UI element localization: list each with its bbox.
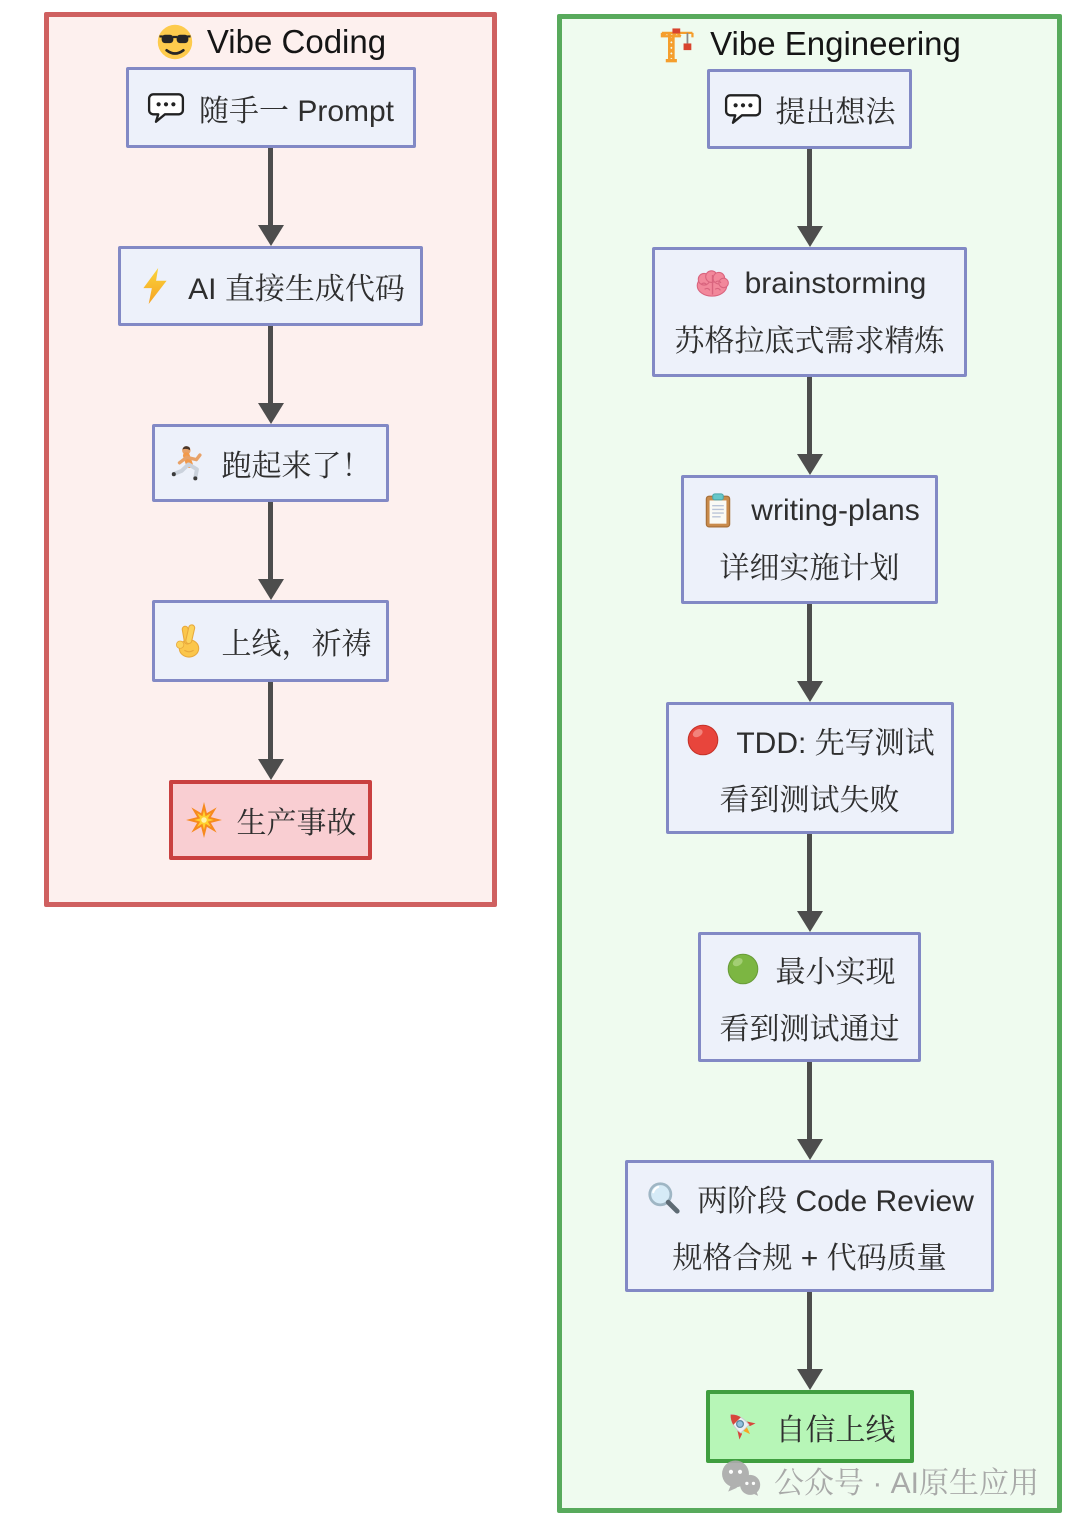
node-writing-plans <box>681 475 938 604</box>
flow-arrow <box>258 326 284 424</box>
arrowhead-icon <box>258 759 284 780</box>
clipboard-icon <box>699 492 737 530</box>
brain-icon <box>693 265 731 303</box>
node-sublabel: 苏格拉底式需求精炼 <box>674 324 945 358</box>
flow-arrow <box>797 1292 823 1390</box>
vibe-engineering-title <box>658 23 961 65</box>
red-circle-icon <box>684 721 722 759</box>
construction-crane-icon <box>658 24 698 64</box>
flow-arrow <box>258 682 284 780</box>
watermark-text: 公众号 · AI原生应用 <box>774 1467 1040 1500</box>
node-sublabel: 详细实施计划 <box>719 552 900 585</box>
sunglasses-face-icon <box>155 22 195 62</box>
node-tdd-write-tests <box>666 702 954 834</box>
node-label: 自信上线 <box>775 1413 896 1447</box>
arrowhead-icon <box>797 911 823 932</box>
node-label: 随手一 Prompt <box>198 94 395 128</box>
node-sublabel: 规格合规 + 代码质量 <box>672 1241 947 1275</box>
node-ai-generates-code <box>118 246 423 326</box>
node-confident-launch <box>706 1390 914 1463</box>
node-brainstorming <box>652 247 967 377</box>
vibe-coding-title <box>155 21 386 63</box>
node-label: 提出想法 <box>775 96 896 129</box>
node-two-stage-code-review <box>625 1160 994 1292</box>
node-production-incident <box>169 780 372 860</box>
vibe-engineering-panel <box>557 14 1062 1513</box>
node-label: TDD: 先写测试 <box>736 726 935 760</box>
node-label: 生产事故 <box>236 807 357 840</box>
magnifier-icon <box>645 1179 683 1217</box>
crossed-fingers-icon <box>170 622 208 660</box>
arrowhead-icon <box>797 454 823 475</box>
node-label: 上线，祈祷 <box>221 628 372 661</box>
vibe-coding-panel <box>44 12 497 907</box>
green-circle-icon <box>724 950 762 988</box>
collision-icon <box>185 801 223 839</box>
node-ship-and-pray <box>152 600 389 682</box>
node-label: AI 直接生成代码 <box>188 273 405 306</box>
watermark <box>718 1458 1039 1502</box>
speech-balloon-icon <box>147 89 185 127</box>
flow-arrow <box>797 604 823 702</box>
node-sublabel: 看到测试通过 <box>719 1012 900 1046</box>
arrowhead-icon <box>797 1369 823 1390</box>
node-propose-idea <box>707 69 912 149</box>
lightning-icon <box>136 267 174 305</box>
node-label: writing-plans <box>751 494 920 527</box>
flow-arrow <box>797 1062 823 1160</box>
arrowhead-icon <box>258 225 284 246</box>
arrowhead-icon <box>797 681 823 702</box>
node-label: brainstorming <box>744 266 927 300</box>
panel-title-text: Vibe Engineering <box>710 25 961 62</box>
flow-arrow <box>258 502 284 600</box>
panel-title-text: Vibe Coding <box>206 23 387 60</box>
arrowhead-icon <box>797 226 823 247</box>
node-sublabel: 看到测试失败 <box>719 783 900 817</box>
speech-balloon-icon <box>724 90 762 128</box>
arrowhead-icon <box>258 579 284 600</box>
runner-icon <box>170 444 208 482</box>
flow-arrow <box>258 148 284 246</box>
wechat-icon <box>718 1458 764 1502</box>
node-label: 最小实现 <box>775 955 896 989</box>
node-label: 跑起来了！ <box>221 450 372 483</box>
arrowhead-icon <box>258 403 284 424</box>
flow-arrow <box>797 834 823 932</box>
flow-arrow <box>797 377 823 475</box>
flow-arrow <box>797 149 823 247</box>
node-minimal-implementation <box>698 932 921 1062</box>
node-it-runs <box>152 424 389 502</box>
node-label: 两阶段 Code Review <box>697 1184 974 1218</box>
arrowhead-icon <box>797 1139 823 1160</box>
rocket-icon <box>724 1408 762 1446</box>
node-prompt <box>126 67 416 148</box>
